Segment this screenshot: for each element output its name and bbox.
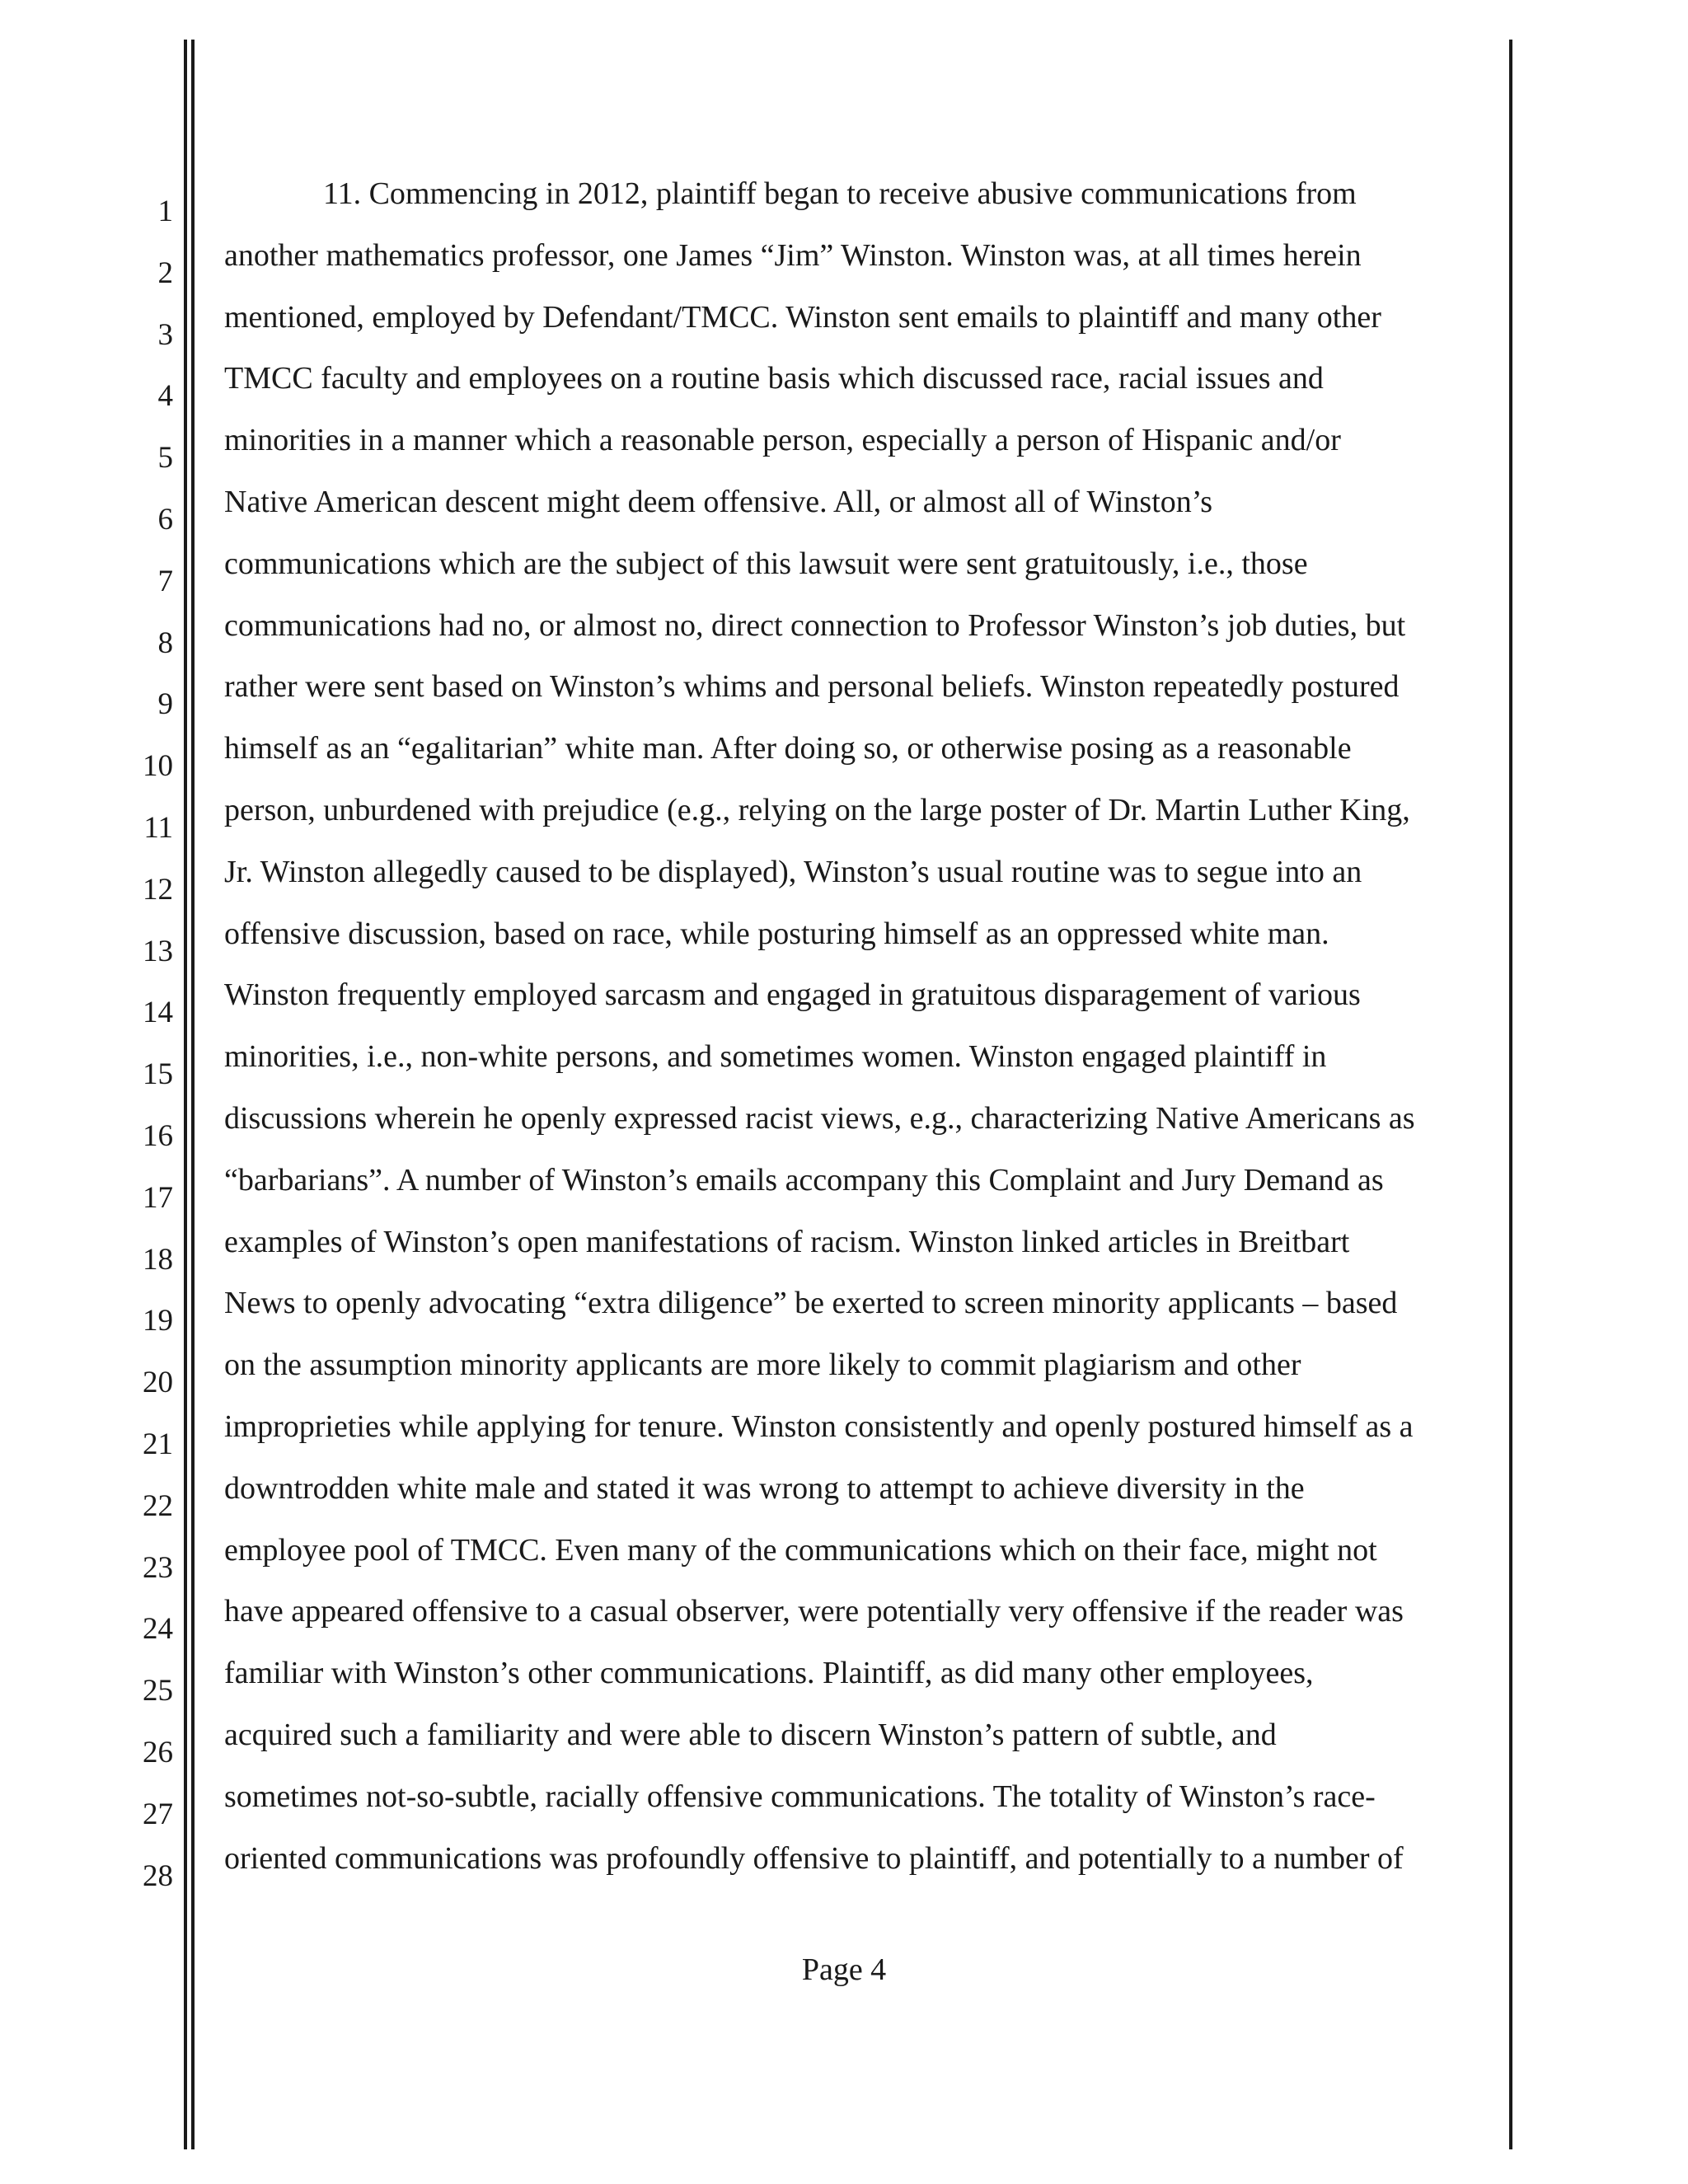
line-number: 26	[143, 1736, 173, 1769]
text-line: another mathematics professor, one James “Jim” Winston. Winston was, at all times herein	[224, 237, 1362, 273]
line-number: 19	[143, 1304, 173, 1338]
text-line: discussions wherein he openly expressed racist views, e.g., characterizing Native Americans as	[224, 1101, 1415, 1136]
line-number: 13	[143, 934, 173, 968]
text-line: himself as an “egalitarian” white man. After doing so, or otherwise posing as a reasonable	[224, 731, 1352, 766]
line-number: 17	[143, 1180, 173, 1215]
line-number: 14	[143, 996, 173, 1030]
line-number: 1	[157, 194, 173, 228]
line-number: 28	[143, 1858, 173, 1893]
left-margin-rule-outer	[184, 40, 187, 2149]
text-line: rather were sent based on Winston’s whims and personal beliefs. Winston repeatedly postured	[224, 669, 1400, 705]
line-number: 18	[143, 1242, 173, 1277]
text-line: sometimes not-so-subtle, racially offensive communications. The totality of Winston’s race-	[224, 1779, 1376, 1814]
line-number: 8	[157, 626, 173, 660]
line-number: 27	[143, 1797, 173, 1831]
text-line: downtrodden white male and stated it was wrong to attempt to achieve diversity in the	[224, 1470, 1305, 1506]
line-number: 5	[157, 441, 173, 476]
line-number: 3	[157, 317, 173, 352]
line-number: 22	[143, 1488, 173, 1523]
line-number: 10	[143, 749, 173, 784]
text-line: communications had no, or almost no, direct connection to Professor Winston’s job duties, but	[224, 607, 1406, 643]
line-number: 21	[143, 1427, 173, 1461]
text-line: oriented communications was profoundly offensive to plaintiff, and potentially to a number of	[224, 1840, 1404, 1876]
left-margin-rule-inner	[191, 40, 195, 2149]
text-line: minorities, i.e., non-white persons, and sometimes women. Winston engaged plaintiff in	[224, 1039, 1327, 1075]
line-number: 2	[157, 255, 173, 290]
text-line: familiar with Winston’s other communications. Plaintiff, as did many other employees,	[224, 1656, 1314, 1691]
line-number: 20	[143, 1366, 173, 1400]
line-number: 7	[157, 564, 173, 598]
line-number: 12	[143, 872, 173, 907]
text-line: offensive discussion, based on race, while posturing himself as an oppressed white man.	[224, 916, 1329, 951]
line-number: 24	[143, 1612, 173, 1647]
line-number: 16	[143, 1119, 173, 1153]
text-line: examples of Winston’s open manifestations of racism. Winston linked articles in Breitbart	[224, 1224, 1350, 1259]
line-number: 6	[157, 503, 173, 537]
text-line: News to openly advocating “extra diligence” be exerted to screen minority applicants – based	[224, 1286, 1398, 1321]
page-number: Page 4	[801, 1952, 887, 1987]
text-line: Native American descent might deem offensive. All, or almost all of Winston’s	[224, 485, 1213, 519]
text-line: Jr. Winston allegedly caused to be displayed), Winston’s usual routine was to segue into an	[224, 854, 1362, 889]
text-line: TMCC faculty and employees on a routine basis which discussed race, racial issues and	[224, 361, 1324, 396]
right-margin-rule	[1509, 40, 1512, 2149]
text-line: Winston frequently employed sarcasm and engaged in gratuitous disparagement of various	[224, 977, 1361, 1013]
line-number: 23	[143, 1550, 173, 1585]
text-line: mentioned, employed by Defendant/TMCC. Winston sent emails to plaintiff and many other	[224, 299, 1381, 335]
line-number: 4	[157, 379, 173, 414]
line-number: 25	[143, 1674, 173, 1708]
text-line: have appeared offensive to a casual observer, were potentially very offensive if the reader was	[224, 1594, 1404, 1629]
line-number: 15	[143, 1057, 173, 1092]
text-line: employee pool of TMCC. Even many of the communications which on their face, might not	[224, 1532, 1377, 1568]
line-number: 9	[157, 687, 173, 722]
text-line: 11. Commencing in 2012, plaintiff began to receive abusive communications from	[323, 176, 1357, 211]
text-line: “barbarians”. A number of Winston’s emails accompany this Complaint and Jury Demand as	[224, 1162, 1384, 1197]
text-line: on the assumption minority applicants are more likely to commit plagiarism and other	[224, 1347, 1301, 1383]
line-number: 11	[143, 811, 173, 845]
text-line: person, unburdened with prejudice (e.g., relying on the large poster of Dr. Martin Luther King,	[224, 793, 1410, 827]
text-line: minorities in a manner which a reasonable person, especially a person of Hispanic and/or	[224, 423, 1341, 458]
text-line: improprieties while applying for tenure. Winston consistently and openly postured himself as a	[224, 1409, 1414, 1444]
text-line: communications which are the subject of this lawsuit were sent gratuitously, i.e., those	[224, 546, 1308, 581]
text-line: acquired such a familiarity and were able to discern Winston’s pattern of subtle, and	[224, 1718, 1277, 1752]
